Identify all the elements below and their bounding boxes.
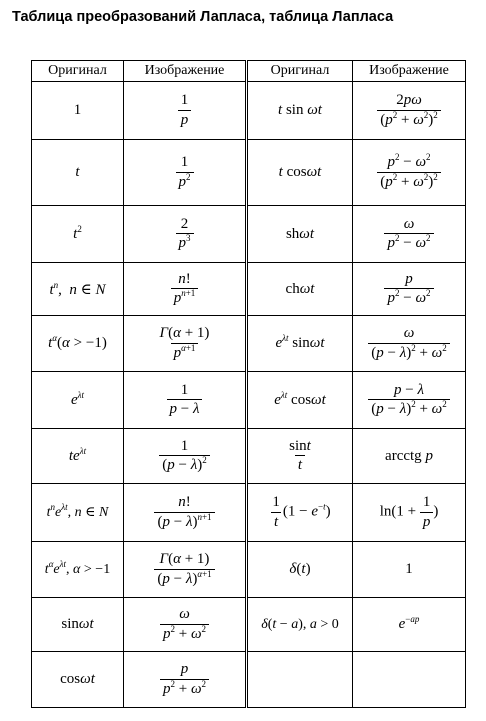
- table-row: [32, 542, 466, 598]
- empty-cell: [247, 652, 353, 708]
- table-row: [32, 652, 466, 708]
- table-row: [32, 82, 466, 140]
- image-cell: $e^{-ap}$: [353, 598, 466, 652]
- image-cell: $\frac{2p\omega}{(p^2 + \omega^2)^2}$: [353, 82, 466, 140]
- table-row: [32, 316, 466, 372]
- image-cell: $\frac{\omega}{p^2 + \omega^2}$: [124, 598, 247, 652]
- original-cell: t sin ωt: [247, 82, 353, 140]
- original-cell: 1: [32, 82, 124, 140]
- original-cell: $e^{\lambda t}$ cosωt: [247, 372, 353, 429]
- image-cell: $\frac{1}{(p - \lambda)^2}$: [124, 429, 247, 484]
- page-title: Таблица преобразований Лапласа, таблица Лапласа: [12, 9, 394, 25]
- header-image: Изображение: [353, 61, 466, 82]
- image-cell: $\frac{1}{p - \lambda}$: [124, 372, 247, 429]
- image-cell: $\frac{\Gamma(\alpha + 1)}{(p - \lambda)^{\alpha+1}}$: [124, 542, 247, 598]
- header-original: Оригинал: [32, 61, 124, 82]
- header-image: Изображение: [124, 61, 247, 82]
- table-row: [32, 372, 466, 429]
- laplace-table: [31, 60, 466, 708]
- original-cell: $t^ne^{\lambda t}$, n ∈ N: [32, 484, 124, 542]
- table-row: [32, 598, 466, 652]
- original-cell: $e^{\lambda t}$: [32, 372, 124, 429]
- empty-cell: [353, 652, 466, 708]
- image-cell: $\frac{2}{p^3}$: [124, 206, 247, 263]
- original-cell: δ(t): [247, 542, 353, 598]
- table-row: [32, 140, 466, 206]
- header-row: [32, 61, 466, 82]
- original-cell: $\frac{1}{t}$ $(1 - e^{-t})$: [247, 484, 353, 542]
- original-cell: sinωt: [32, 598, 124, 652]
- image-cell: 1: [353, 542, 466, 598]
- image-cell: $\frac{\omega}{p^2 - \omega^2}$: [353, 206, 466, 263]
- image-cell: arcctg p: [353, 429, 466, 484]
- original-cell: cosωt: [32, 652, 124, 708]
- image-cell: ln(1 + $\frac{1}{p}$ ): [353, 484, 466, 542]
- image-cell: $\frac{p}{p^2 + \omega^2}$: [124, 652, 247, 708]
- image-cell: $\frac{\Gamma(\alpha + 1)}{p^{\alpha+1}}$: [124, 316, 247, 372]
- original-cell: δ(t − a), a > 0: [247, 598, 353, 652]
- original-cell: $te^{\lambda t}$: [32, 429, 124, 484]
- original-cell: $t^2$: [32, 206, 124, 263]
- original-cell: $e^{\lambda t}$ sinωt: [247, 316, 353, 372]
- image-cell: $\frac{1}{p}$: [124, 82, 247, 140]
- original-cell: $t^\alpha e^{\lambda t}$, α > −1: [32, 542, 124, 598]
- table-row: [32, 263, 466, 316]
- original-cell: shωt: [247, 206, 353, 263]
- image-cell: $\frac{p}{p^2 - \omega^2}$: [353, 263, 466, 316]
- table-row: [32, 206, 466, 263]
- table-row: [32, 429, 466, 484]
- original-cell: t: [32, 140, 124, 206]
- original-cell: $t^\alpha(\alpha > -1)$: [32, 316, 124, 372]
- image-cell: $\frac{n!}{p^{n+1}}$: [124, 263, 247, 316]
- image-cell: $\frac{1}{p^2}$: [124, 140, 247, 206]
- header-original: Оригинал: [247, 61, 353, 82]
- table-row: [32, 484, 466, 542]
- original-cell: t cosωt: [247, 140, 353, 206]
- image-cell: $\frac{n!}{(p - \lambda)^{n+1}}$: [124, 484, 247, 542]
- original-cell: $t^n$, n ∈ N: [32, 263, 124, 316]
- original-cell: chωt: [247, 263, 353, 316]
- image-cell: $\frac{p^2 - \omega^2}{(p^2 + \omega^2)^2}$: [353, 140, 466, 206]
- original-cell: $\frac{\sin t}{t}$: [247, 429, 353, 484]
- image-cell: $\frac{\omega}{(p - \lambda)^2 + \omega^2}$: [353, 316, 466, 372]
- image-cell: $\frac{p - \lambda}{(p - \lambda)^2 + \omega^2}$: [353, 372, 466, 429]
